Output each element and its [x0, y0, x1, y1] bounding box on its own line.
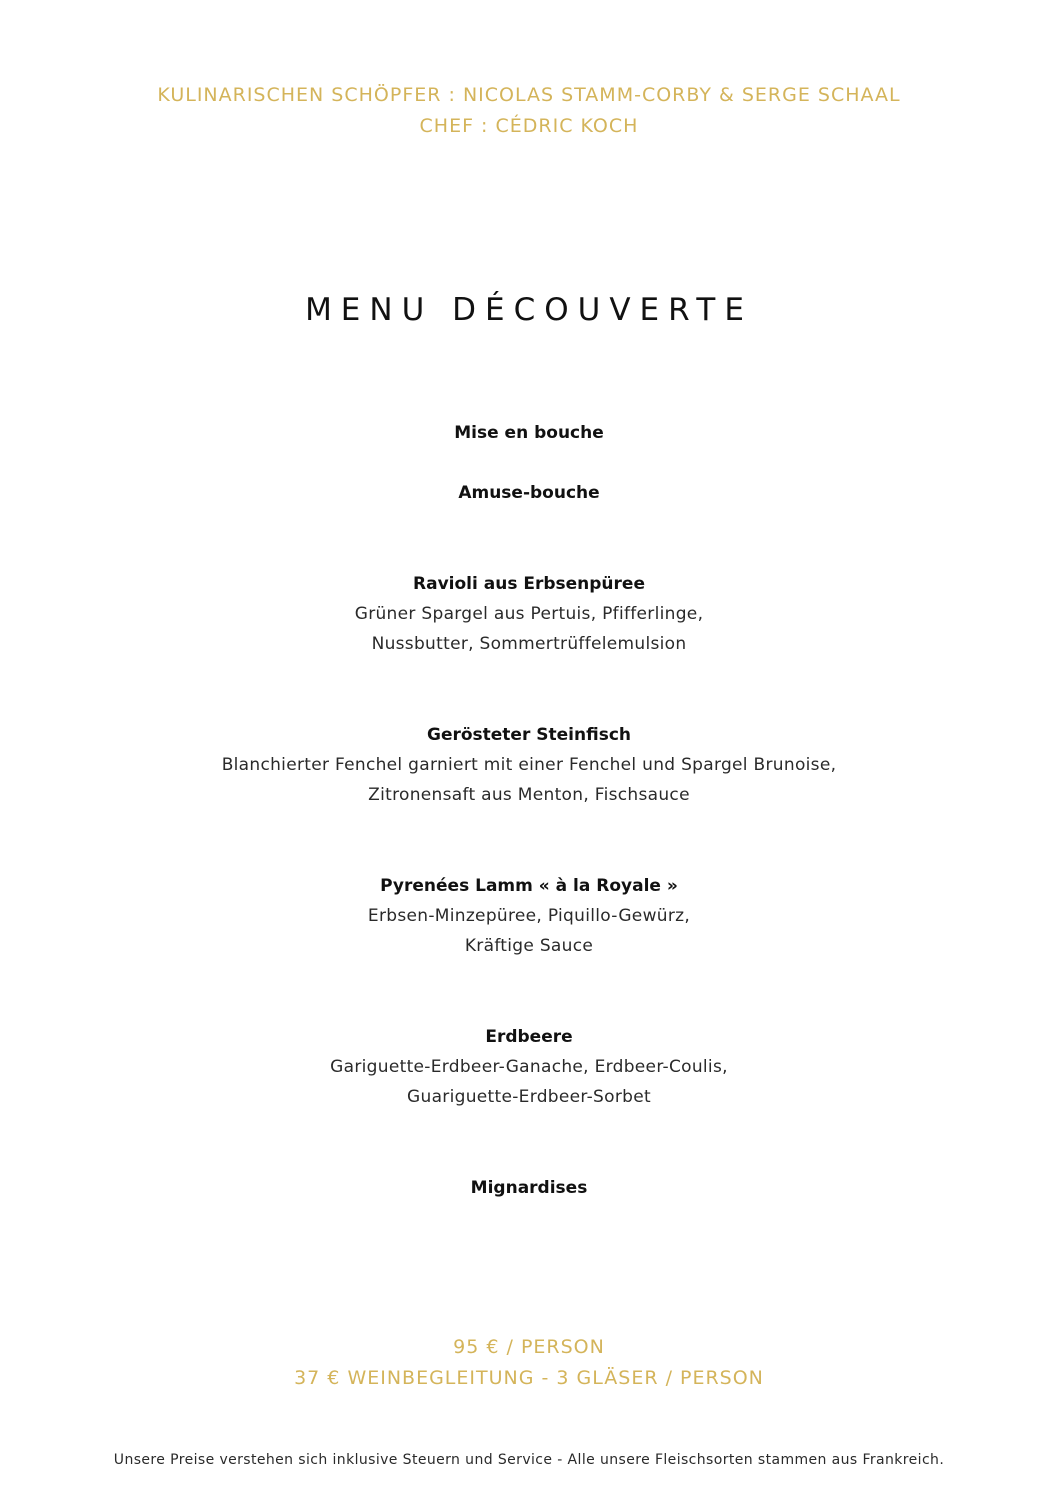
course-name: Mignardises	[470, 1178, 588, 1198]
course-lamm	[0, 871, 1058, 961]
footer-note: Unsere Preise verstehen sich inklusive Steuern und Service - Alle unsere Fleischsorten stammen aus Frankreich.	[113, 1452, 945, 1468]
course-description: Nussbutter, Sommertrüffelemulsion	[371, 634, 687, 654]
wine-pairing-price: 37 € WEINBEGLEITUNG - 3 GLÄSER / PERSON	[294, 1367, 764, 1389]
menu-header	[0, 80, 1058, 142]
course-name: Amuse-bouche	[458, 483, 600, 503]
course-name: Mise en bouche	[454, 423, 604, 443]
course-ravioli	[0, 569, 1058, 659]
course-description: Grüner Spargel aus Pertuis, Pfifferlinge,	[354, 604, 704, 624]
pricing	[0, 1332, 1058, 1394]
chef-name: CHEF : CÉDRIC KOCH	[419, 115, 639, 137]
course-description: Guariguette-Erdbeer-Sorbet	[407, 1087, 651, 1107]
culinary-creators: KULINARISCHEN SCHÖPFER : NICOLAS STAMM-CORBY & SERGE SCHAAL	[157, 84, 901, 106]
price-per-person: 95 € / PERSON	[453, 1336, 605, 1358]
course-description: Kräftige Sauce	[464, 936, 594, 956]
course-description: Blanchierter Fenchel garniert mit einer Fenchel und Spargel Brunoise,	[221, 755, 837, 775]
course-description: Zitronensaft aus Menton, Fischsauce	[368, 785, 690, 805]
course-name: Erdbeere	[485, 1027, 573, 1047]
course-erdbeere	[0, 1022, 1058, 1112]
course-name: Pyrenées Lamm « à la Royale »	[380, 876, 678, 896]
course-steinfisch	[0, 720, 1058, 810]
course-name: Gerösteter Steinfisch	[426, 725, 631, 745]
course-mignardises	[0, 1173, 1058, 1203]
course-amuse-bouche	[0, 478, 1058, 508]
course-description: Gariguette-Erdbeer-Ganache, Erdbeer-Coulis,	[330, 1057, 728, 1077]
course-mise-en-bouche	[0, 418, 1058, 448]
course-name: Ravioli aus Erbsenpüree	[413, 574, 645, 594]
menu-title: MENU DÉCOUVERTE	[305, 292, 753, 328]
course-description: Erbsen-Minzepüree, Piquillo-Gewürz,	[367, 906, 691, 926]
